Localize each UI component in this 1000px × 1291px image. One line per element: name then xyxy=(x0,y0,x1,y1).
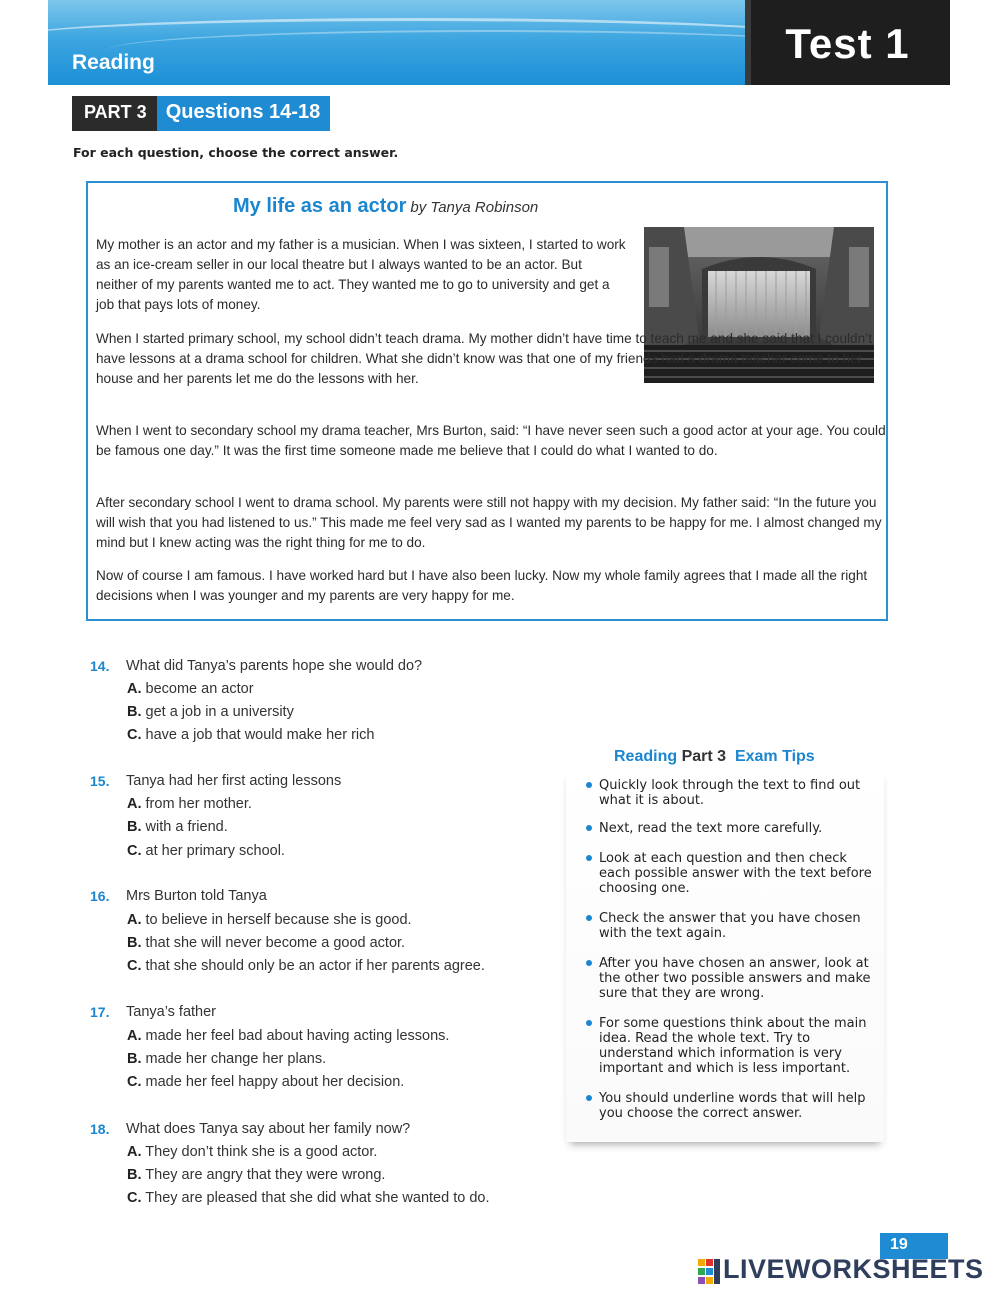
bullet-icon xyxy=(586,915,592,921)
bullet-icon xyxy=(586,1095,592,1101)
tip-item: Look at each question and then check each possible answer with the text before choosing one. xyxy=(586,851,876,896)
tips-title: Reading Part 3 Exam Tips xyxy=(614,748,815,765)
test-title: Test 1 xyxy=(785,20,910,67)
article-paragraph: Now of course I am famous. I have worked hard but I have also been lucky. Now my whole family agrees that I made all the right decisions when I was younger and my parents are very happy for me. xyxy=(96,568,868,603)
question-number: 16. xyxy=(90,888,110,904)
instruction-text: For each question, choose the correct answer. xyxy=(73,145,399,160)
bullet-icon xyxy=(586,782,592,788)
question-number: 15. xyxy=(90,773,110,789)
option-b[interactable]: B. made her change her plans. xyxy=(127,1051,327,1067)
option-c[interactable]: C. They are pleased that she did what she wanted to do. xyxy=(127,1190,490,1206)
option-c[interactable]: C. at her primary school. xyxy=(127,843,285,859)
question-text: Mrs Burton told Tanya xyxy=(126,888,267,904)
question-text: What did Tanya’s parents hope she would do? xyxy=(126,658,423,674)
article-author: by Tanya Robinson xyxy=(410,199,539,216)
question-number: 18. xyxy=(90,1121,110,1137)
exam-tips-panel xyxy=(566,770,884,1142)
tip-item: After you have chosen an answer, look at the other two possible answers and make sure that they are wrong. xyxy=(586,956,876,1001)
article-title-text: My life as an actor xyxy=(233,195,407,217)
bullet-icon xyxy=(586,960,592,966)
option-a[interactable]: A. They don’t think she is a good actor. xyxy=(127,1144,378,1160)
option-b[interactable]: B. with a friend. xyxy=(127,819,228,835)
option-a[interactable]: A. from her mother. xyxy=(127,796,252,812)
question-text: Tanya had her first acting lessons xyxy=(126,773,342,789)
option-b[interactable]: B. get a job in a university xyxy=(127,704,294,720)
bullet-icon xyxy=(586,855,592,861)
option-c[interactable]: C. have a job that would make her rich xyxy=(127,727,375,743)
question-number: 17. xyxy=(90,1004,110,1020)
article-paragraph: After secondary school I went to drama school. My parents were still not happy with my decision. My father said: “In the future you will wish that you had listened to us.” This made me feel very sad as I wanted my parents to be happy for me. I almost changed my mind but I knew acting was the right thing for me to do. xyxy=(96,495,882,550)
section-label: Reading xyxy=(72,51,155,74)
tip-item: Quickly look through the text to find out what it is about. xyxy=(586,778,876,808)
liveworksheets-logo-icon xyxy=(698,1259,722,1285)
part-heading xyxy=(72,96,330,131)
article-paragraph: My mother is an actor and my father is a musician. When I was sixteen, I started to work as an ice-cream seller in our local theatre but I always wanted to be an actor. But neither of my parents wanted me to act. They wanted me to go to university and get a job that pays lots of money. xyxy=(96,237,626,312)
option-b[interactable]: B. that she will never become a good actor. xyxy=(127,935,406,951)
question-text: Tanya’s father xyxy=(126,1004,217,1020)
article-paragraph: When I went to secondary school my drama teacher, Mrs Burton, said: “I have never seen such a good actor at your age. You could be famous one day.” It was the first time someone made me believe that I could do what I wanted to do. xyxy=(96,423,886,458)
header-swoosh xyxy=(108,30,748,70)
article-paragraph: When I started primary school, my school didn’t teach drama. My mother didn’t have time to teach me and she said that I couldn’t have lessons at a drama school for children. What she didn’t know was that one of my friends had a drama teacher come to her house and her parents let me do the lessons with her. xyxy=(96,331,872,386)
liveworksheets-brand: LIVEWORKSHEETS xyxy=(723,1254,984,1284)
reading-passage xyxy=(86,181,888,621)
option-c[interactable]: C. made her feel happy about her decision. xyxy=(127,1074,405,1090)
option-c[interactable]: C. that she should only be an actor if her parents agree. xyxy=(127,958,485,974)
bullet-icon xyxy=(586,1020,592,1026)
option-b[interactable]: B. They are angry that they were wrong. xyxy=(127,1167,386,1183)
part-number: PART 3 xyxy=(72,96,157,131)
option-a[interactable]: A. made her feel bad about having acting lessons. xyxy=(127,1028,450,1044)
article-title xyxy=(233,195,538,218)
question-text: What does Tanya say about her family now? xyxy=(126,1121,411,1137)
part-questions: Questions 14-18 xyxy=(157,96,331,131)
test-badge xyxy=(745,0,950,85)
bullet-icon xyxy=(586,825,592,831)
tip-item: For some questions think about the main idea. Read the whole text. Try to understand which information is very important and which is less important. xyxy=(586,1016,876,1076)
tip-item: Next, read the text more carefully. xyxy=(586,821,876,836)
question-number: 14. xyxy=(90,658,110,674)
option-a[interactable]: A. to believe in herself because she is good. xyxy=(127,912,412,928)
tip-item: Check the answer that you have chosen with the text again. xyxy=(586,911,876,941)
page-number: 19 xyxy=(880,1233,948,1259)
tip-item: You should underline words that will help you choose the correct answer. xyxy=(586,1091,876,1121)
option-a[interactable]: A. become an actor xyxy=(127,681,254,697)
